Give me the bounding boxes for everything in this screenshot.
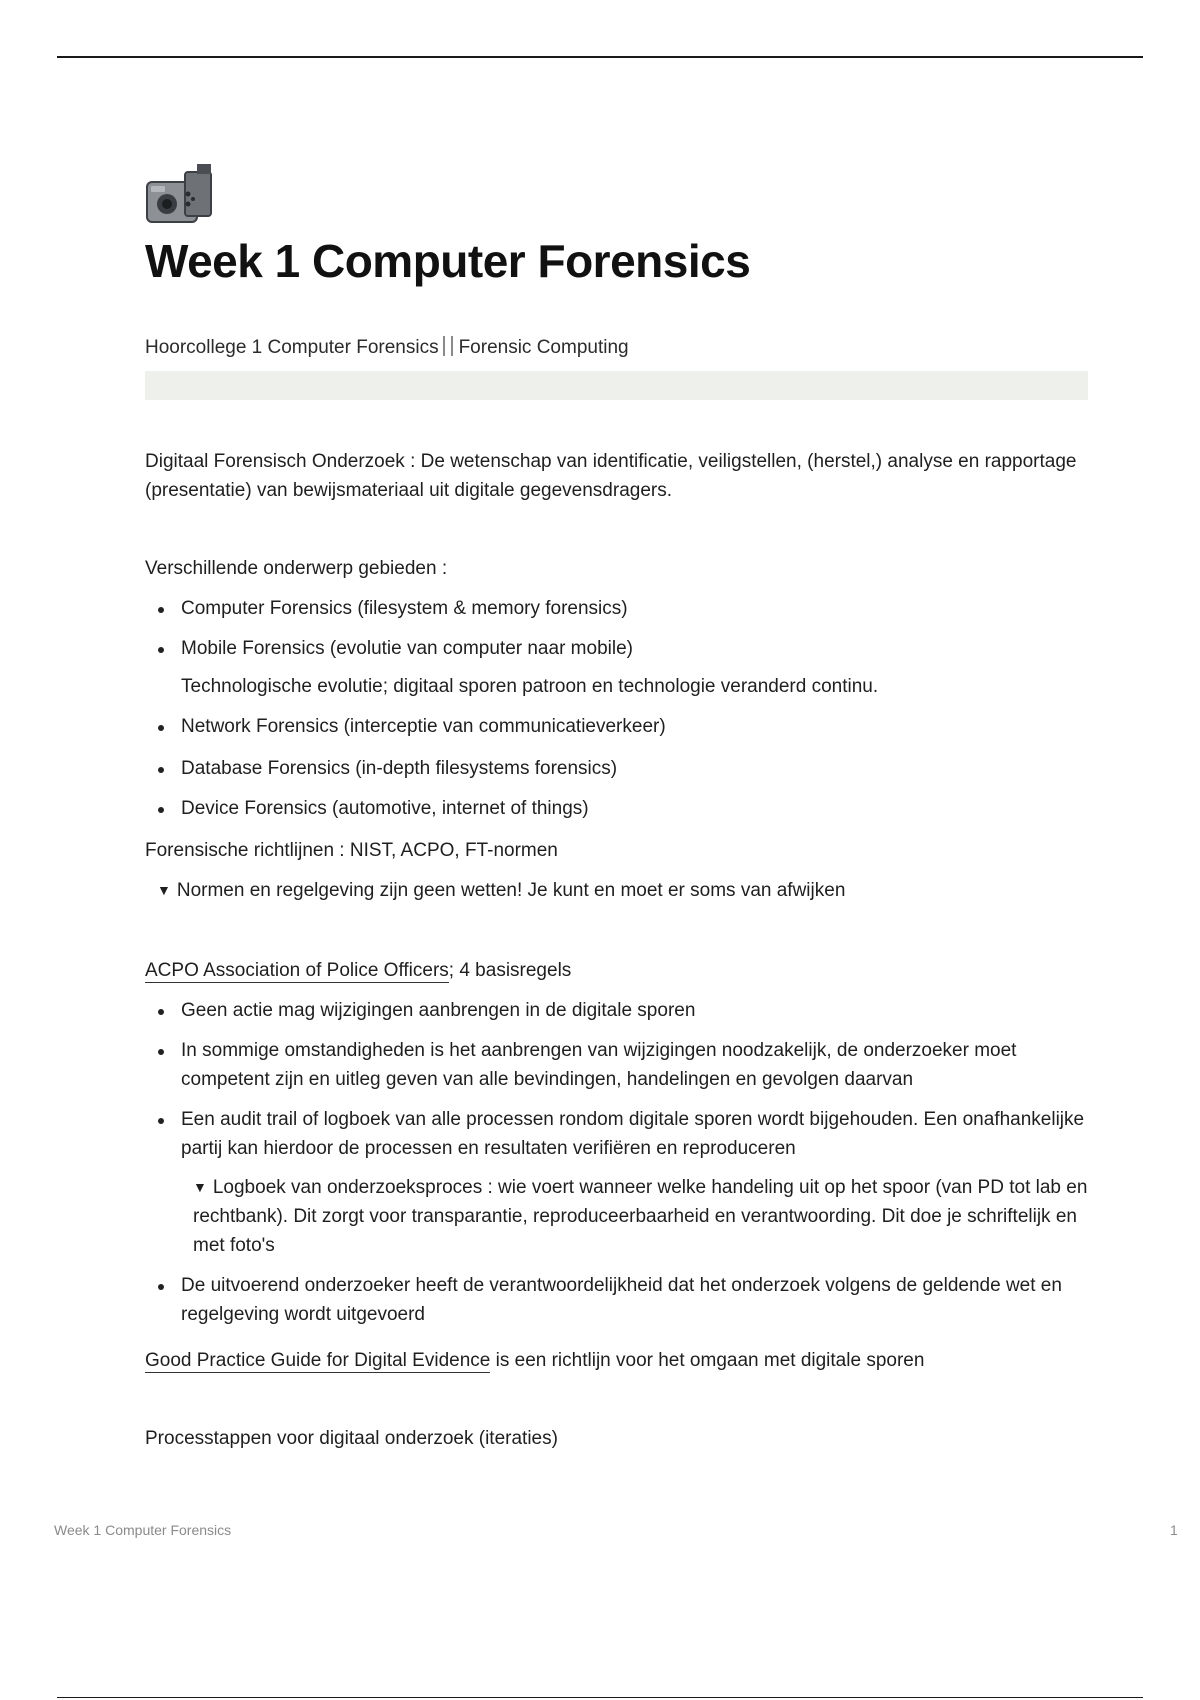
subjects-block bbox=[145, 554, 1090, 823]
gpg-link[interactable]: Good Practice Guide for Digital Evidence bbox=[145, 1350, 491, 1371]
list-item: Network Forensics (interceptie van communicatieverkeer) bbox=[145, 712, 1090, 741]
list-item: Database Forensics (in-depth filesystems forensics) bbox=[145, 754, 1090, 783]
list-item: Mobile Forensics (evolutie van computer naar mobile) bbox=[145, 634, 1090, 663]
subjects-heading: Verschillende onderwerp gebieden : bbox=[145, 558, 448, 579]
list-item: Geen actie mag wijzigingen aanbrengen in de digitale sporen bbox=[145, 996, 1090, 1025]
acpo-block bbox=[145, 956, 1090, 1329]
toggle-triangle-icon[interactable]: ▼ bbox=[193, 1179, 207, 1195]
list-item: De uitvoerend onderzoeker heeft de verantwoordelijkheid dat het onderzoek volgens de geldende wet en regelgeving wordt uitgevoerd bbox=[145, 1271, 1090, 1329]
page-number: 1 bbox=[1170, 1522, 1178, 1538]
top-rule bbox=[57, 56, 1143, 58]
norms-toggle-text: Normen en regelgeving zijn geen wetten! Je kunt en moet er soms van afwijken bbox=[176, 880, 846, 901]
acpo-rules-list bbox=[145, 996, 1090, 1163]
list-item: Computer Forensics (filesystem & memory forensics) bbox=[145, 594, 1090, 623]
acpo-rules-list-continued bbox=[145, 1271, 1090, 1329]
list-item: In sommige omstandigheden is het aanbrengen van wijzigingen noodzakelijk, de onderzoeker moet competent zijn en uitleg geven van alle bevindingen, handelingen en gevolgen daarvan bbox=[145, 1036, 1090, 1094]
logbook-toggle[interactable] bbox=[145, 1173, 1090, 1260]
subjects-list bbox=[145, 594, 1090, 663]
subtitle-course: Forensic Computing bbox=[458, 337, 629, 358]
subjects-list-continued bbox=[145, 712, 1090, 823]
list-item: Device Forensics (automotive, internet of things) bbox=[145, 794, 1090, 823]
definition-block bbox=[145, 447, 1090, 505]
acpo-suffix: ; 4 basisregels bbox=[448, 960, 572, 981]
page-title: Week 1 Computer Forensics bbox=[145, 235, 751, 287]
acpo-link[interactable]: ACPO Association of Police Officers bbox=[145, 960, 449, 981]
toggle-triangle-icon[interactable]: ▼ bbox=[157, 882, 171, 898]
subtitle-separator bbox=[443, 336, 453, 356]
norms-toggle[interactable] bbox=[145, 876, 1090, 905]
list-item: Een audit trail of logboek van alle processen rondom digitale sporen wordt bijgehouden. Een onafhankelijke partij kan hierdoor de processen en resultaten verifiëren en reproduceren bbox=[145, 1105, 1090, 1163]
guidelines-line: Forensische richtlijnen : NIST, ACPO, FT-normen bbox=[145, 840, 558, 861]
subtitle-lecture: Hoorcollege 1 Computer Forensics bbox=[145, 337, 439, 358]
gpg-block bbox=[145, 1346, 1090, 1375]
footer-title: Week 1 Computer Forensics bbox=[54, 1522, 232, 1538]
definition-text: Digitaal Forensisch Onderzoek : De wetenschap van identificatie, veiligstellen, (herstel,) analyse en rapportage (presentatie) van bewijsmateriaal uit digitale gegevensdragers. bbox=[145, 451, 1077, 501]
page-subtitle bbox=[145, 333, 629, 362]
process-block bbox=[145, 1424, 1090, 1453]
process-heading: Processtappen voor digitaal onderzoek (iteraties) bbox=[145, 1428, 558, 1449]
guidelines-block bbox=[145, 836, 1090, 905]
video-camera-icon bbox=[145, 160, 217, 226]
gpg-suffix: is een richtlijn voor het omgaan met digitale sporen bbox=[490, 1350, 925, 1371]
mobile-note: Technologische evolutie; digitaal sporen patroon en technologie veranderd continu. bbox=[181, 676, 879, 697]
bottom-rule bbox=[57, 1697, 1143, 1698]
callout-bar bbox=[145, 371, 1088, 400]
logbook-toggle-text: Logboek van onderzoeksproces : wie voert wanneer welke handeling uit op het spoor (van PD tot lab en rechtbank). Dit zorgt voor transparantie, reproduceerbaarheid en verantwoording. Dit doe je schriftelijk en met foto's bbox=[193, 1177, 1088, 1256]
